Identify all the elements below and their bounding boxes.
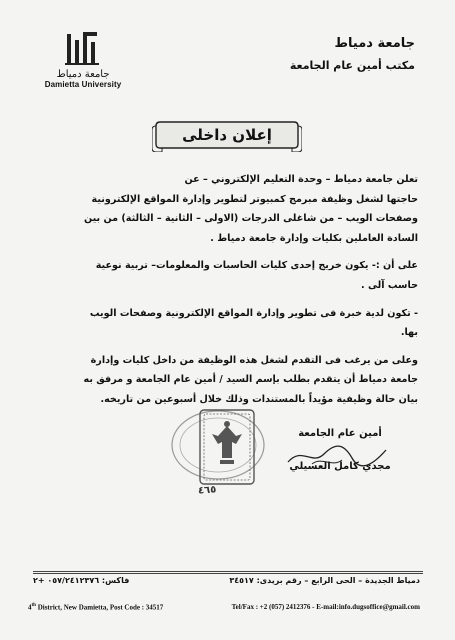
body-line: حاجتها لشغل وظيفة مبرمج كمبيوتر لتطوير وإدارة المواقع الإلكترونية [91,193,418,205]
signatory-name: مجدي كامل العسيلي [289,461,391,472]
closing-line: بيان حالة وظيفية مؤيداً بالمستندات وذلك خلال أسبوعين من تاريخه. [100,393,418,405]
closing-line: وعلى من يرغب فى التقدم لشغل هذه الوظيفة من داخل كليات وإدارة [90,354,418,366]
body-line: تعلن جامعة دمياط – وحدة التعليم الإلكتروني – عن [184,174,418,185]
closing-line: جامعة دمياط أن يتقدم بطلب بإسم السيد / أمين عام الجامعة و مرفق به [83,374,418,386]
office-name: مكتب أمين عام الجامعة [289,59,415,72]
requirement-line: حاسب آلى . [360,279,418,291]
signatory-title: أمين عام الجامعة [298,428,382,439]
signature-block [280,428,400,472]
announcement-body [40,170,418,410]
requirement-line: - تكون لدية خبرة فى تطوير وإدارة المواقع الإلكترونية وصفحات الويب [89,307,418,319]
letterhead [290,36,415,72]
body-line: وصفحات الويب – من شاغلى الدرجات (الاولى – الثانية – الثالثة) من بين [83,213,418,225]
footer-contact-english: Tel/Fax : +2 (057) 2412376 - E-mail:info.dugsoffice@gmail.com [231,603,420,611]
requirement-line: بها. [400,327,418,339]
requirement-line: على أن :- يكون خريج إحدى كليات الحاسبات والمعلومات– تربية نوعية [95,260,418,272]
university-name: جامعة دمياط [334,36,415,51]
university-emblem-icon [63,30,103,68]
footer-address-arabic: دمياط الجديدة – الحى الرابع – رقم بريدى: ٣٤٥١٧ [229,576,420,585]
university-logo [38,30,128,89]
footer-address-english: 4th District, New Damietta, Post Code : 34517 [28,603,164,612]
title-banner [152,118,302,152]
logo-english-name: Damietta University [44,80,122,89]
footer-divider [33,571,423,574]
stamp-serial-number: ٤٦٥ [197,484,217,497]
logo-arabic-name: جامعة دمياط [56,69,110,80]
document-title: إعلان داخلى [182,126,272,144]
body-line: السادة العاملين بكليات وإدارة جامعة دمياط . [210,232,418,244]
handwritten-signature-icon [282,440,392,470]
footer-fax-arabic: فاكس: ٠٥٧/٢٤١٢٣٧٦ +٢ [33,576,130,585]
eagle-stamp-icon [198,408,256,486]
